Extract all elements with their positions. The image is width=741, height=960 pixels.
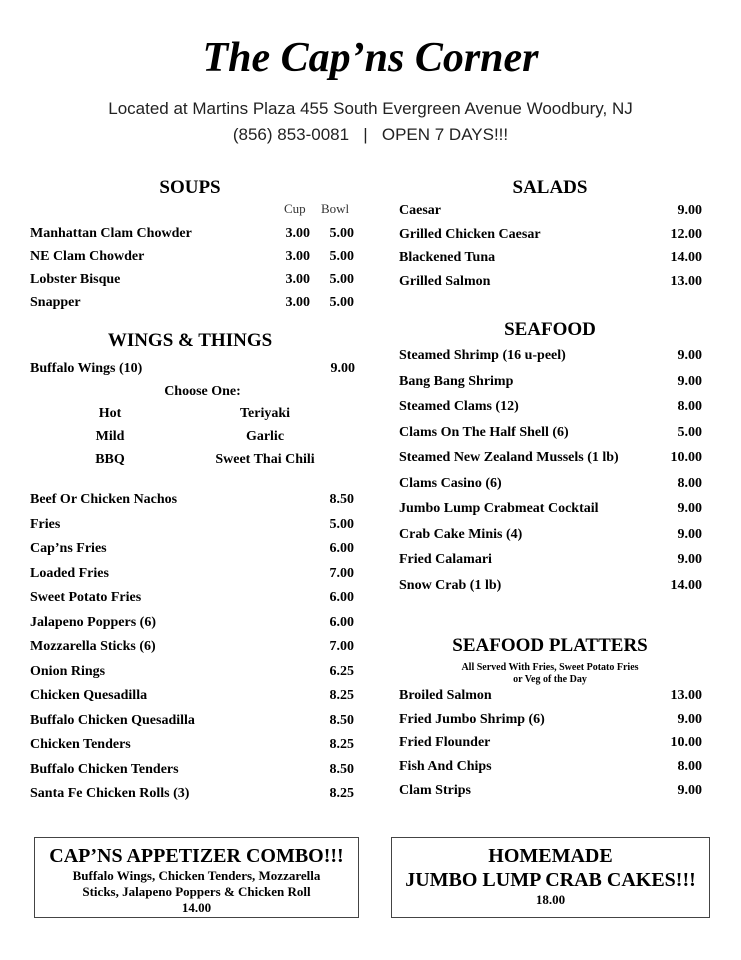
menu-item [30, 539, 354, 559]
wings-heading: WINGS & THINGS [107, 330, 273, 351]
item-price: 8.00 [677, 399, 702, 414]
menu-item [30, 784, 354, 804]
item-price: 14.00 [670, 577, 702, 593]
sauce-option: Garlic [245, 429, 285, 444]
item-name: Clams On The Half Shell (6) [399, 424, 569, 440]
item-name: Jalapeno Poppers (6) [30, 614, 156, 630]
item-price: 8.00 [677, 759, 702, 775]
menu-item [30, 515, 354, 535]
platters-note: or Veg of the Day [513, 674, 587, 685]
menu-item [399, 474, 702, 494]
item-name: Buffalo Chicken Quesadilla [30, 712, 195, 728]
item-price: 8.25 [329, 688, 354, 703]
menu-item [399, 576, 702, 596]
menu-item [399, 225, 702, 245]
cup-price: 3.00 [285, 272, 310, 287]
item-name: Manhattan Clam Chowder [30, 226, 192, 241]
item-name: Grilled Chicken Caesar [399, 226, 541, 242]
contact-line: (856) 853-0081 | OPEN 7 DAYS!!! [232, 125, 509, 144]
item-price: 8.50 [329, 492, 354, 507]
item-name: Buffalo Wings (10) [30, 361, 143, 376]
crab-cakes-title: JUMBO LUMP CRAB CAKES!!! [405, 869, 696, 891]
menu-item [399, 733, 702, 753]
item-name: Snow Crab (1 lb) [399, 577, 502, 593]
item-price: 13.00 [670, 273, 702, 289]
menu-item [399, 550, 702, 570]
item-price: 7.00 [329, 565, 354, 581]
sauce-option: Sweet Thai Chili [215, 452, 315, 467]
item-price: 9.00 [677, 203, 702, 218]
choose-one-label: Choose One: [164, 384, 241, 399]
item-price: 9.00 [677, 501, 702, 516]
item-name: NE Clam Chowder [30, 249, 145, 264]
item-price: 14.00 [670, 250, 702, 265]
item-name: Steamed Clams (12) [399, 399, 519, 414]
menu-item [399, 499, 702, 519]
crab-cakes-price: 18.00 [535, 892, 566, 907]
menu-item [399, 686, 702, 706]
item-price: 5.00 [329, 516, 354, 532]
item-name: Chicken Quesadilla [30, 688, 148, 703]
item-name: Clam Strips [399, 782, 471, 798]
item-price: 9.00 [677, 526, 702, 542]
menu-item [30, 588, 354, 608]
crab-cakes-box [391, 837, 710, 918]
item-name: Sweet Potato Fries [30, 590, 142, 605]
restaurant-title: The Cap’ns Corner [202, 35, 539, 81]
menu-item [399, 423, 702, 443]
appetizer-combo-box [34, 837, 359, 918]
item-price: 13.00 [670, 688, 702, 703]
item-name: Broiled Salmon [399, 688, 492, 703]
combo-price: 14.00 [181, 900, 212, 915]
item-name: Grilled Salmon [399, 273, 491, 289]
menu-item [30, 270, 354, 290]
item-name: Fried Flounder [399, 735, 491, 751]
platters-note: All Served With Fries, Sweet Potato Fries [461, 662, 639, 673]
item-name: Bang Bang Shrimp [399, 373, 514, 389]
platters-heading: SEAFOOD PLATTERS [452, 635, 648, 656]
item-price: 8.25 [329, 737, 354, 752]
item-name: Loaded Fries [30, 565, 109, 581]
bowl-price: 5.00 [329, 226, 354, 241]
menu-item [399, 710, 702, 730]
menu-item [30, 686, 354, 706]
soups-col-bowl: Bowl [321, 201, 350, 216]
item-price: 9.00 [677, 373, 702, 389]
cup-price: 3.00 [285, 295, 310, 310]
seafood-heading: SEAFOOD [504, 319, 596, 340]
item-price: 8.25 [329, 786, 354, 801]
item-price: 6.00 [329, 590, 354, 605]
item-name: Santa Fe Chicken Rolls (3) [30, 786, 190, 801]
bowl-price: 5.00 [329, 272, 354, 287]
menu-item [399, 781, 702, 801]
item-price: 10.00 [670, 735, 702, 751]
menu-item [399, 201, 702, 221]
soups-col-cup: Cup [284, 201, 306, 216]
item-name: Fried Calamari [399, 552, 492, 567]
menu-item [399, 248, 702, 268]
item-name: Beef Or Chicken Nachos [30, 492, 178, 507]
address: Located at Martins Plaza 455 South Evergreen Avenue Woodbury, NJ [108, 99, 633, 118]
item-price: 7.00 [329, 639, 354, 654]
menu-item [399, 525, 702, 545]
item-name: Fried Jumbo Shrimp (6) [399, 711, 545, 727]
item-price: 8.50 [329, 761, 354, 777]
menu-item [30, 359, 355, 379]
menu-item [30, 247, 354, 267]
item-name: Jumbo Lump Crabmeat Cocktail [399, 501, 599, 516]
item-name: Steamed Shrimp (16 u-peel) [399, 348, 566, 363]
item-price: 9.00 [677, 782, 702, 798]
combo-description: Buffalo Wings, Chicken Tenders, Mozzarella [72, 868, 321, 883]
menu-item [399, 346, 702, 366]
menu-item [30, 564, 354, 584]
item-name: Lobster Bisque [30, 272, 121, 287]
item-name: Onion Rings [30, 663, 106, 679]
crab-cakes-line: HOMEMADE [488, 845, 613, 867]
menu-item [30, 293, 354, 313]
item-price: 10.00 [670, 450, 702, 465]
item-name: Blackened Tuna [399, 250, 496, 265]
item-name: Cap’ns Fries [30, 541, 107, 556]
item-name: Mozzarella Sticks (6) [30, 639, 156, 654]
menu-item [399, 272, 702, 292]
sauce-option: BBQ [95, 452, 125, 467]
item-name: Buffalo Chicken Tenders [30, 761, 179, 777]
menu-item [30, 662, 354, 682]
soups-heading: SOUPS [159, 177, 221, 198]
item-price: 8.00 [677, 475, 702, 491]
item-price: 6.25 [329, 663, 354, 679]
item-name: Caesar [399, 203, 441, 218]
menu-item [399, 372, 702, 392]
salads-heading: SALADS [512, 177, 588, 198]
item-price: 9.00 [677, 552, 702, 567]
menu-item [399, 448, 702, 468]
menu-item [30, 224, 354, 244]
sauce-option: Mild [95, 429, 125, 444]
item-name: Fries [30, 516, 61, 532]
menu-item [30, 760, 354, 780]
item-price: 9.00 [677, 348, 702, 363]
menu-item [399, 397, 702, 417]
item-price: 5.00 [677, 424, 702, 440]
menu-item [30, 637, 354, 657]
sauce-option: Teriyaki [239, 406, 291, 421]
cup-price: 3.00 [285, 249, 310, 264]
item-price: 12.00 [670, 226, 702, 242]
item-price: 6.00 [329, 541, 354, 556]
item-price: 9.00 [677, 711, 702, 727]
combo-title: CAP’NS APPETIZER COMBO!!! [49, 845, 344, 867]
menu-item [30, 613, 354, 633]
cup-price: 3.00 [285, 226, 310, 241]
menu-item [30, 735, 354, 755]
item-price: 8.50 [329, 712, 354, 728]
menu-item [30, 490, 354, 510]
item-name: Chicken Tenders [30, 737, 131, 752]
item-price: 6.00 [329, 614, 354, 630]
item-name: Steamed New Zealand Mussels (1 lb) [399, 450, 619, 465]
item-name: Crab Cake Minis (4) [399, 526, 523, 542]
item-name: Fish And Chips [399, 759, 492, 775]
sauce-option: Hot [98, 406, 122, 421]
bowl-price: 5.00 [329, 295, 354, 310]
item-name: Clams Casino (6) [399, 475, 502, 491]
menu-item [30, 711, 354, 731]
item-price: 9.00 [330, 361, 355, 376]
bowl-price: 5.00 [329, 249, 354, 264]
combo-description: Sticks, Jalapeno Poppers & Chicken Roll [82, 884, 311, 899]
item-name: Snapper [30, 295, 81, 310]
menu-item [399, 757, 702, 777]
